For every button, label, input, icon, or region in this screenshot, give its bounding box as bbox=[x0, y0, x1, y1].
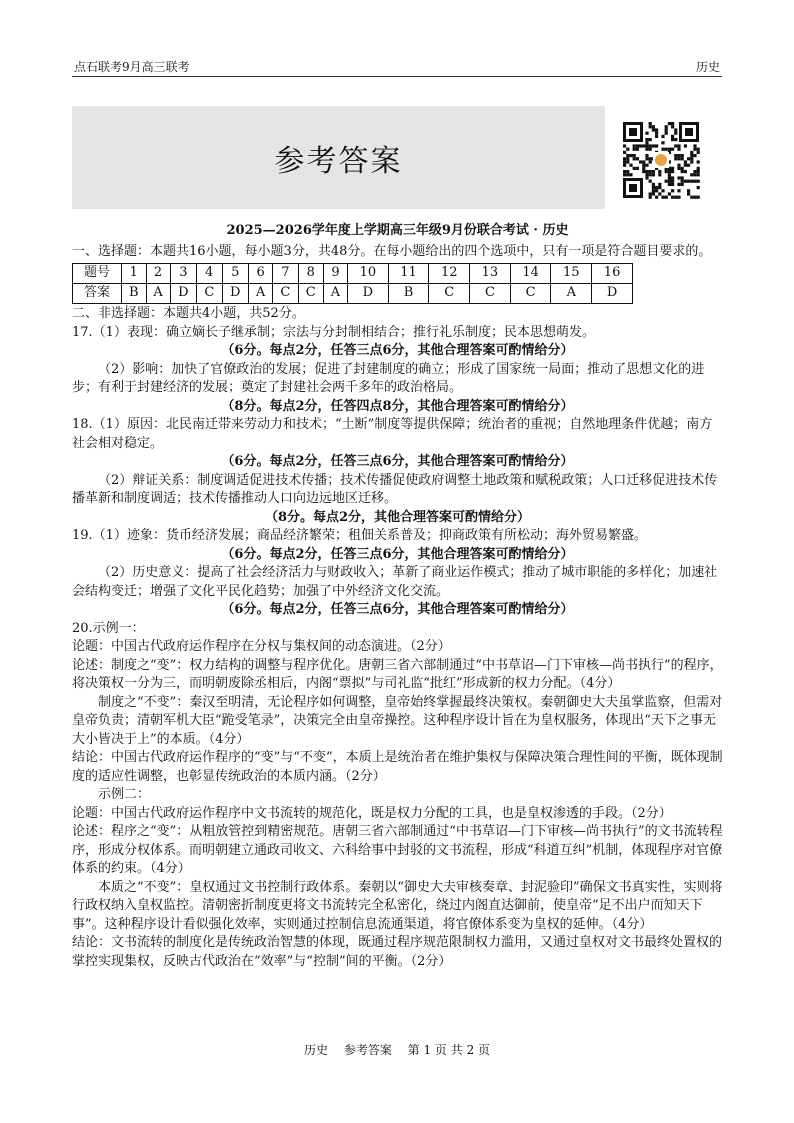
title-banner bbox=[72, 106, 605, 209]
answer-cell: A bbox=[249, 284, 273, 304]
example2-heading: 示例二： bbox=[98, 787, 151, 802]
question-number: 16 bbox=[592, 264, 633, 284]
header-exam-name: 点石联考9月高三联考 bbox=[74, 60, 190, 74]
q19-part2: （2）历史意义：提高了社会经济活力与财政收入；革新了商业运作模式；推动了城市职能的多样化；加速社会结构变迁；增强了文化平民化趋势；加强了中外经济文化交流。 bbox=[72, 565, 718, 599]
question-number: 5 bbox=[222, 264, 249, 284]
answer-cell: D bbox=[592, 284, 633, 304]
example1-conclusion: 结论：中国古代政府运作程序的“变”与“不变”，本质上是统治者在维护集权与保障决策合理性间的平衡，既体现制度的适应性调整，也彰显传统政治的本质内涵。（2分） bbox=[72, 750, 723, 784]
question-number: 4 bbox=[197, 264, 222, 284]
question-number: 8 bbox=[298, 264, 323, 284]
qr-code-icon bbox=[621, 120, 701, 200]
example1-argument1: 论述：制度之“变”：权力结构的调整与程序优化。唐朝三省六部制通过“中书草诏—门下审核—尚书执行”的程序，将决策权一分为三，而明朝废除丞相后，内阁“票拟”与司礼监“批红”形成新的权力分配。（4分） bbox=[72, 657, 723, 691]
example2-conclusion: 结论：文书流转的制度化是传统政治智慧的体现，既通过程序规范限制权力滥用，又通过皇权对文书最终处置权的掌控实现集权，反映古代政治在“效率”与“控制”间的平衡。（2分） bbox=[72, 935, 723, 969]
question-number: 10 bbox=[348, 264, 389, 284]
answer-cell: A bbox=[551, 284, 592, 304]
q17-part2: （2）影响：加快了官僚政治的发展；促进了封建制度的确立；形成了国家统一局面；推动了思想文化的进步；有利于封建经济的发展；奠定了封建社会两千多年的政治格局。 bbox=[72, 361, 705, 395]
answer-cell: B bbox=[122, 284, 147, 304]
q19-part1-score: （6分。每点2分，任答三点6分，其他合理答案可酌情给分） bbox=[221, 546, 574, 562]
footer-subject: 历史 bbox=[303, 1043, 328, 1057]
answer-cell: C bbox=[510, 284, 551, 304]
example1-argument2: 制度之“不变”：秦汉至明清，无论程序如何调整，皇帝始终掌握最终决策权。秦朝御史大夫虽掌监察，但需对皇帝负责；清朝军机大臣“跪受笔录”，决策完全由皇帝操控。这种程序设计旨在为皇权服务，体现出“天下之事无大小皆决于上”的本质。（4分） bbox=[72, 694, 723, 747]
row-label-number: 题号 bbox=[73, 264, 122, 284]
qr-logo-icon bbox=[655, 154, 667, 166]
question-number: 2 bbox=[146, 264, 170, 284]
q18-part2-score: （8分。每点2分，其他合理答案可酌情给分） bbox=[264, 509, 531, 525]
question-number: 6 bbox=[249, 264, 273, 284]
answer-cell: D bbox=[170, 284, 197, 304]
part2-intro: 二、非选择题：本题共4小题，共52分。 bbox=[72, 306, 305, 321]
example1-thesis: 论题：中国古代政府运作程序在分权与集权间的动态演进。（2分） bbox=[72, 639, 451, 654]
q17-part2-score: （8分。每点2分，任答四点8分，其他合理答案可酌情给分） bbox=[221, 398, 574, 414]
answer-table-answer-row bbox=[73, 284, 633, 304]
page-footer bbox=[0, 1041, 794, 1058]
answer-table-number-row bbox=[73, 264, 633, 284]
footer-doc-name: 参考答案 bbox=[343, 1043, 392, 1057]
answer-cell: A bbox=[323, 284, 347, 304]
example2-argument2: 本质之“不变”：皇权通过文书控制行政体系。秦朝以“御史大夫审核奏章、封泥验印”确保文书真实性，实则将行政权纳入皇权监控。清朝密折制度更将文书流转完全私密化，绕过内阁直达御前，使皇帝“足不出户而知天下事”。这种程序设计看似强化效率，实则通过控制信息流通渠道，将官僚体系变为皇权的延伸。（4分） bbox=[72, 879, 723, 932]
banner-title: 参考答案 bbox=[274, 143, 403, 179]
q17-part1-score: （6分。每点2分，任答三点6分，其他合理答案可酌情给分） bbox=[221, 343, 574, 358]
header-divider bbox=[72, 76, 722, 77]
example2-thesis: 论题：中国古代政府运作程序中文书流转的规范化，既是权力分配的工具，也是皇权渗透的手段。（2分） bbox=[72, 805, 672, 821]
question-number: 13 bbox=[470, 264, 511, 284]
answer-cell: C bbox=[273, 284, 298, 304]
answer-cell: C bbox=[470, 284, 511, 304]
answer-cell: D bbox=[348, 284, 389, 304]
q18-part1: 18.（1）原因：北民南迁带来劳动力和技术；“土断”制度等提供保障；统治者的重视；自然地理条件优越；南方社会相对稳定。 bbox=[72, 417, 713, 451]
answer-cell: C bbox=[429, 284, 470, 304]
q17-part1: 17.（1）表现：确立嫡长子继承制；宗法与分封制相结合；推行礼乐制度；民本思想萌发。 bbox=[72, 324, 595, 340]
question-number: 12 bbox=[429, 264, 470, 284]
question-number: 3 bbox=[170, 264, 197, 284]
question-number: 11 bbox=[388, 264, 429, 284]
exam-subtitle: 2025—2026学年度上学期高三年级9月份联合考试 · 历史 bbox=[226, 223, 569, 238]
question-number: 1 bbox=[122, 264, 147, 284]
answer-cell: A bbox=[146, 284, 170, 304]
question-number: 7 bbox=[273, 264, 298, 284]
part1-intro: 一、选择题：本题共16小题，每小题3分，共48分。在每小题给出的四个选项中，只有一项是符合题目要求的。 bbox=[72, 243, 712, 259]
q19-part1: 19.（1）迹象：货币经济发展；商品经济繁荣；租佃关系普及；抑商政策有所松动；海外贸易繁盛。 bbox=[72, 528, 647, 543]
q20-heading: 20.示例一： bbox=[72, 620, 145, 636]
answer-cell: C bbox=[298, 284, 323, 304]
row-label-answer: 答案 bbox=[73, 284, 122, 304]
answer-cell: D bbox=[222, 284, 249, 304]
answer-key-body bbox=[72, 222, 723, 971]
question-number: 15 bbox=[551, 264, 592, 284]
question-number: 9 bbox=[323, 264, 347, 284]
footer-page-number: 第 1 页 共 2 页 bbox=[407, 1043, 491, 1057]
answer-cell: C bbox=[197, 284, 222, 304]
answer-table bbox=[72, 263, 633, 304]
q18-part2: （2）辩证关系：制度调适促进技术传播；技术传播促使政府调整土地政策和赋税政策；人口迁移促进技术传播革新和制度调适；技术传播推动人口向边远地区迁移。 bbox=[72, 472, 718, 506]
header-subject: 历史 bbox=[695, 60, 720, 74]
q19-part2-score: （6分。每点2分，任答三点6分，其他合理答案可酌情给分） bbox=[221, 602, 574, 617]
answer-cell: B bbox=[388, 284, 429, 304]
question-number: 14 bbox=[510, 264, 551, 284]
example2-argument1: 论述：程序之“变”：从粗放管控到精密规范。唐朝三省六部制通过“中书草诏—门下审核—尚书执行”的文书流转程序，形成分权体系。而明朝建立通政司收文、六科给事中封驳的文书流程，形成“科道互纠”机制，体现程序对官僚体系的约束。（4分） bbox=[72, 824, 723, 876]
q18-part1-score: （6分。每点2分，任答三点6分，其他合理答案可酌情给分） bbox=[221, 454, 574, 469]
